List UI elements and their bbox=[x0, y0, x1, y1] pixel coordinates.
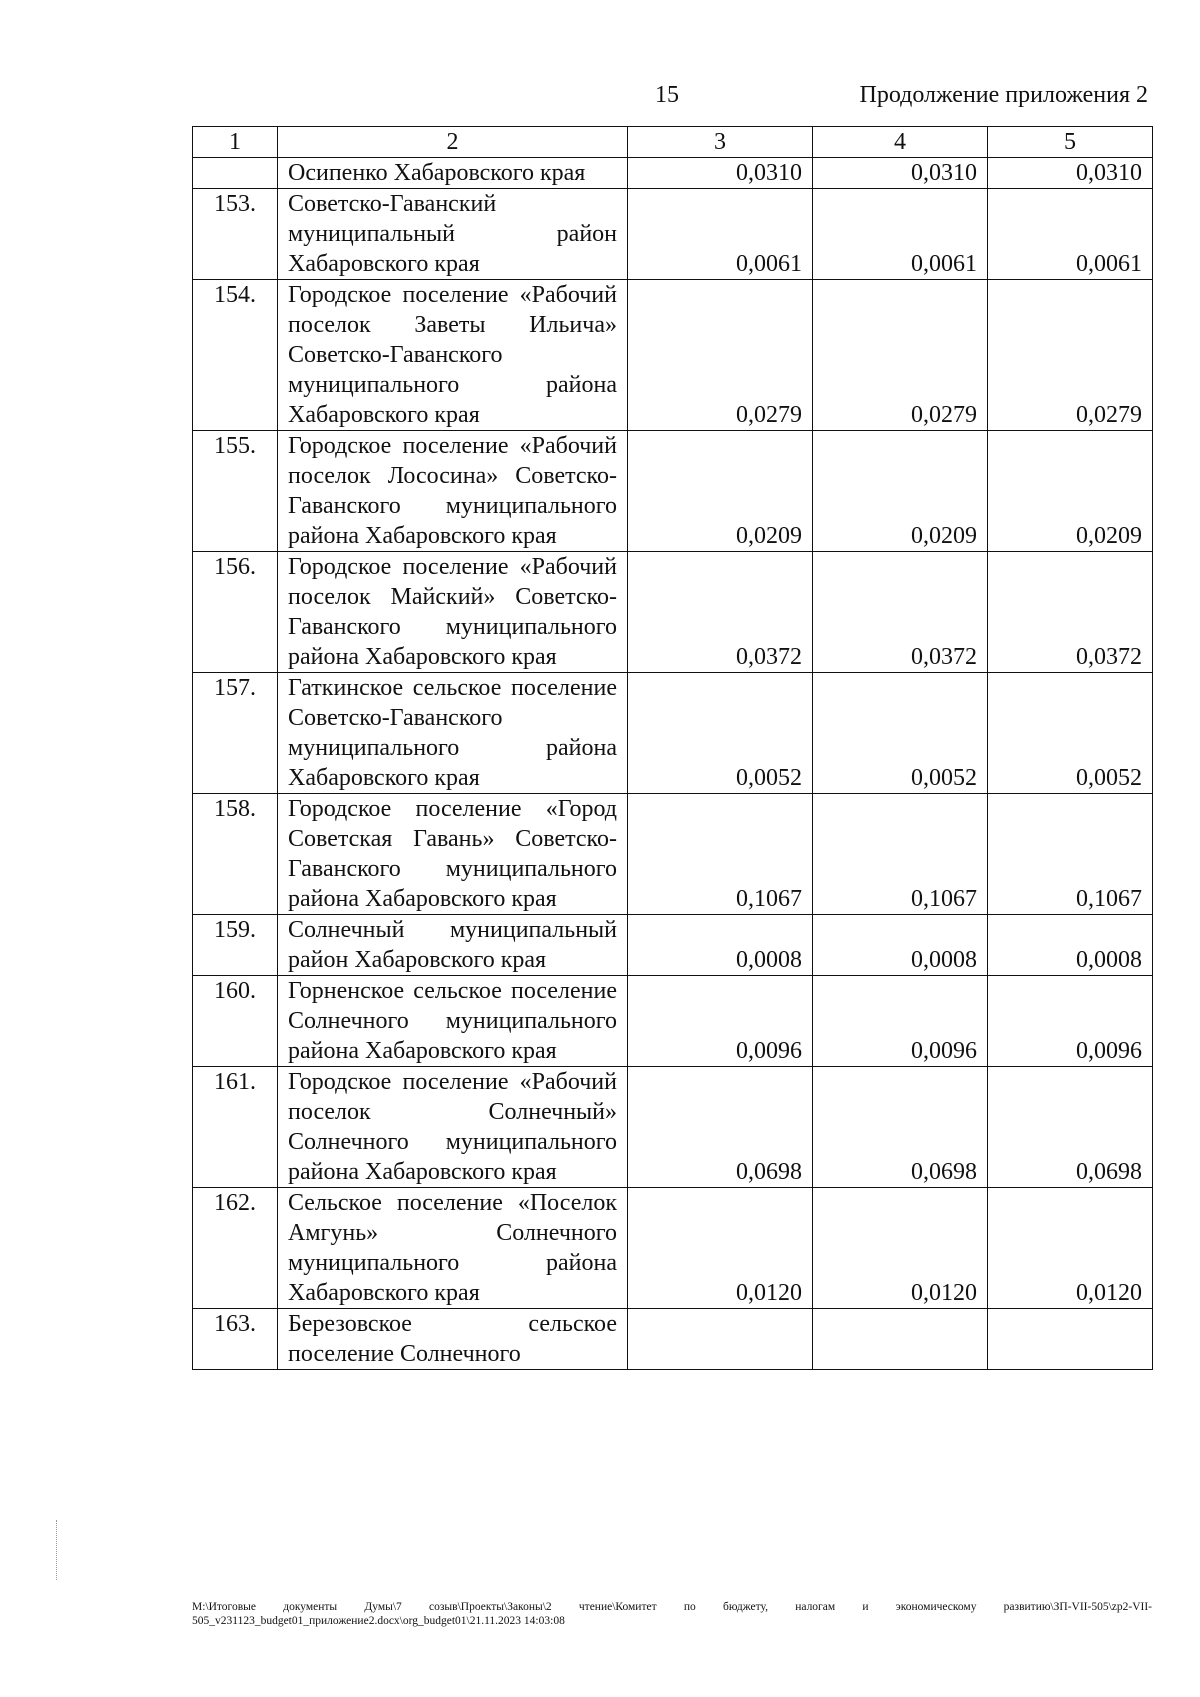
value-col5: 0,0096 bbox=[988, 976, 1153, 1067]
value-col4: 0,0008 bbox=[813, 915, 988, 976]
table-row bbox=[193, 915, 1153, 976]
value-col5: 0,0209 bbox=[988, 431, 1153, 552]
column-header: 3 bbox=[628, 127, 813, 158]
value-col3 bbox=[628, 1309, 813, 1370]
table-row bbox=[193, 673, 1153, 794]
value-col3: 0,0061 bbox=[628, 189, 813, 280]
scan-margin-marks bbox=[56, 1520, 59, 1580]
continuation-label: Продолжение приложения 2 bbox=[859, 82, 1148, 108]
row-number: 163. bbox=[193, 1309, 278, 1370]
value-col5: 0,0279 bbox=[988, 280, 1153, 431]
table-row bbox=[193, 189, 1153, 280]
value-col4: 0,0209 bbox=[813, 431, 988, 552]
row-number: 156. bbox=[193, 552, 278, 673]
table-row bbox=[193, 431, 1153, 552]
table-row bbox=[193, 280, 1153, 431]
value-col4: 0,0698 bbox=[813, 1067, 988, 1188]
value-col3: 0,0372 bbox=[628, 552, 813, 673]
row-number: 161. bbox=[193, 1067, 278, 1188]
value-col5: 0,0120 bbox=[988, 1188, 1153, 1309]
row-number: 153. bbox=[193, 189, 278, 280]
value-col3: 0,1067 bbox=[628, 794, 813, 915]
municipality-name: Городское поселение «Рабочий поселок Заветы Ильича» Советско-Гаванского муниципального района Хабаровского края bbox=[278, 280, 628, 431]
row-number bbox=[193, 158, 278, 189]
page-number: 15 bbox=[655, 82, 679, 108]
column-header: 4 bbox=[813, 127, 988, 158]
municipality-name: Городское поселение «Рабочий поселок Солнечный» Солнечного муниципального района Хабаровского края bbox=[278, 1067, 628, 1188]
municipality-name: Советско-Гаванский муниципальный район Хабаровского края bbox=[278, 189, 628, 280]
table-row bbox=[193, 552, 1153, 673]
table-row bbox=[193, 1309, 1153, 1370]
value-col4 bbox=[813, 1309, 988, 1370]
table-row bbox=[193, 976, 1153, 1067]
value-col3: 0,0096 bbox=[628, 976, 813, 1067]
value-col3: 0,0209 bbox=[628, 431, 813, 552]
value-col4: 0,0310 bbox=[813, 158, 988, 189]
value-col5: 0,0061 bbox=[988, 189, 1153, 280]
value-col3: 0,0008 bbox=[628, 915, 813, 976]
value-col3: 0,0310 bbox=[628, 158, 813, 189]
value-col5: 0,0052 bbox=[988, 673, 1153, 794]
row-number: 155. bbox=[193, 431, 278, 552]
file-path-footer: M:\Итоговые документы Думы\7 созыв\Проекты\Законы\2 чтение\Комитет по бюджету, налогам и экономическому развитию\ЗП-VII-505\zp2-VII-505_v231123_budget01_приложение2.docx\org_budget01\21.11.2023 14:03:08 bbox=[192, 1601, 1152, 1627]
column-header: 2 bbox=[278, 127, 628, 158]
row-number: 158. bbox=[193, 794, 278, 915]
table-row bbox=[193, 794, 1153, 915]
municipality-name: Гаткинское сельское поселение Советско-Гаванского муниципального района Хабаровского края bbox=[278, 673, 628, 794]
row-number: 160. bbox=[193, 976, 278, 1067]
table-row bbox=[193, 158, 1153, 189]
row-number: 154. bbox=[193, 280, 278, 431]
row-number: 162. bbox=[193, 1188, 278, 1309]
value-col4: 0,1067 bbox=[813, 794, 988, 915]
column-header: 1 bbox=[193, 127, 278, 158]
value-col3: 0,0052 bbox=[628, 673, 813, 794]
value-col4: 0,0279 bbox=[813, 280, 988, 431]
municipality-name: Горненское сельское поселение Солнечного муниципального района Хабаровского края bbox=[278, 976, 628, 1067]
table-row bbox=[193, 1188, 1153, 1309]
value-col5: 0,0310 bbox=[988, 158, 1153, 189]
table-row bbox=[193, 1067, 1153, 1188]
value-col4: 0,0372 bbox=[813, 552, 988, 673]
municipality-name: Городское поселение «Рабочий поселок Лососина» Советско-Гаванского муниципального района Хабаровского края bbox=[278, 431, 628, 552]
column-number-row bbox=[193, 127, 1153, 158]
row-number: 157. bbox=[193, 673, 278, 794]
value-col4: 0,0096 bbox=[813, 976, 988, 1067]
allocation-table bbox=[192, 126, 1153, 1370]
value-col3: 0,0698 bbox=[628, 1067, 813, 1188]
municipality-name: Сельское поселение «Поселок Амгунь» Солнечного муниципального района Хабаровского края bbox=[278, 1188, 628, 1309]
municipality-name: Березовское сельское поселение Солнечного bbox=[278, 1309, 628, 1370]
row-number: 159. bbox=[193, 915, 278, 976]
value-col5 bbox=[988, 1309, 1153, 1370]
municipality-name: Городское поселение «Город Советская Гавань» Советско-Гаванского муниципального района Хабаровского края bbox=[278, 794, 628, 915]
value-col5: 0,0372 bbox=[988, 552, 1153, 673]
municipality-name: Солнечный муниципальный район Хабаровского края bbox=[278, 915, 628, 976]
column-header: 5 bbox=[988, 127, 1153, 158]
value-col5: 0,0008 bbox=[988, 915, 1153, 976]
value-col4: 0,0052 bbox=[813, 673, 988, 794]
value-col5: 0,0698 bbox=[988, 1067, 1153, 1188]
value-col4: 0,0120 bbox=[813, 1188, 988, 1309]
value-col3: 0,0279 bbox=[628, 280, 813, 431]
value-col4: 0,0061 bbox=[813, 189, 988, 280]
value-col5: 0,1067 bbox=[988, 794, 1153, 915]
value-col3: 0,0120 bbox=[628, 1188, 813, 1309]
municipality-name: Городское поселение «Рабочий поселок Майский» Советско-Гаванского муниципального района Хабаровского края bbox=[278, 552, 628, 673]
municipality-name: Осипенко Хабаровского края bbox=[278, 158, 628, 189]
